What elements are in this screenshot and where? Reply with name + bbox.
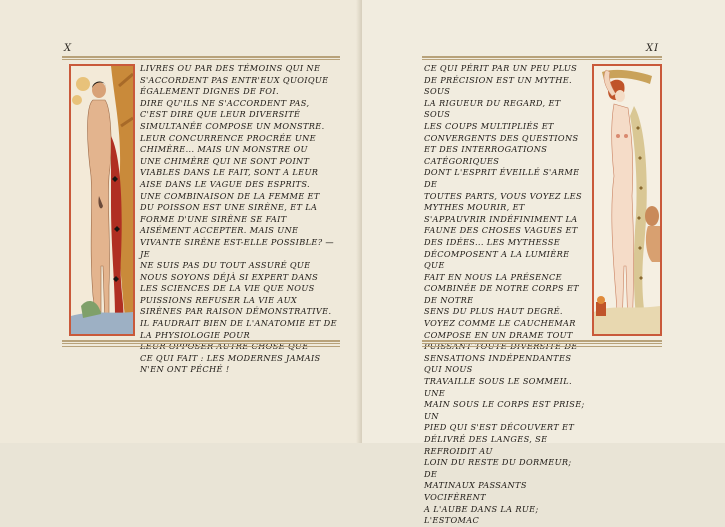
illustration-plate [592, 64, 662, 336]
right-page [362, 0, 725, 526]
bottom-rule [422, 340, 662, 344]
left-paragraph: LIVRES OU PAR DES TÉMOINS QUI NE S'ACCORDENT PAS ENTR'EUX QUOIQUE ÉGALEMENT DIGNES DE FOI. DIRE QU'ILS NE S'ACCORDENT PAS, C'EST DIRE QUE LEUR DIVERSITÉ SIMULTANÉE COMPOSE UN MONSTRE. LEUR CONCURRENCE PROCRÉE UNE CHIMÈRE... MAIS UN MONSTRE OU UNE CHIMÈRE QUI NE SONT POINT VIABLES DANS LE FAIT, SONT A LEUR AISE DANS LE VAGUE DES ESPRITS. UNE COMBINAISON DE LA FEMME ET DU POISSON EST UNE SIRÈNE, ET LA FORME D'UNE SIRÈNE SE FAIT AISÉMENT ACCEPTER. MAIS UNE VIVANTE SIRÈNE EST-ELLE POSSIBLE? — JE NE SUIS PAS DU TOUT ASSURÉ QUE NOUS SOYONS DÉJÀ SI EXPERT DANS LES SCIENCES DE LA VIE QUE NOUS PUISSIONS REFUSER LA VIE AUX SIRÈNES PAR RAISON DÉMONSTRATIVE. IL FAUDRAIT BIEN DE L'ANATOMIE ET DE LA PHYSIOLOGIE POUR LEUR OPPOSER AUTRE CHOSE QUE CE QUI FAIT : LES MODERNES JAMAIS N'EN ONT PÉCHÉ ! [140, 63, 337, 375]
bottom-rule [62, 340, 340, 344]
female-figure-illustration [594, 66, 660, 334]
page-number: X [64, 43, 73, 54]
right-body-text [424, 63, 586, 527]
right-paragraph: CE QUI PÉRIT PAR UN PEU PLUS DE PRÉCISION EST UN MYTHE. SOUS LA RIGUEUR DU REGARD, ET SOUS LES COUPS MULTIPLIÉS ET CONVERGENTS DES QUESTIONS ET DES INTERROGATIONS CATÉGORIQUES DONT L'ESPRIT ÉVEILLÉ S'ARME DE TOUTES PARTS, VOUS VOYEZ LES MYTHES MOURIR, ET S'APPAUVRIR INDÉFINIMENT LA FAUNE DES CHOSES VAGUES ET DES IDÉES... LES MYTHESSE DÉCOMPOSENT A LA LUMIÈRE QUE FAIT EN NOUS LA PRÉSENCE COMBINÉE DE NOTRE CORPS ET DE NOTRE SENS DU PLUS HAUT DEGRÉ. VOYEZ COMME LE CAUCHEMAR COMPOSE EN UN DRAME TOUT PUISSANT TOUTE DIVERSITÉ DE SENSATIONS INDÉPENDANTES QUI NOUS TRAVAILLE SOUS LE SOMMEIL. UNE MAIN SOUS LE CORPS EST PRISE; UN PIED QUI S'EST DÉCOUVERT ET DÉLIVRÉ DES LANGES, SE REFROIDIT AU LOIN DU RESTE DU DORMEUR; DE MATINAUX PASSANTS VOCIFÈRENT A L'AUBE DANS LA RUE; L'ESTOMAC [424, 63, 585, 526]
left-body-text [140, 63, 340, 376]
illustration-plate [69, 64, 135, 336]
top-rule [422, 56, 662, 60]
bottom-rule-secondary [422, 346, 662, 347]
page-number: XI [646, 43, 660, 54]
top-rule [62, 56, 340, 60]
male-figure-illustration [71, 66, 133, 334]
bottom-rule-secondary [62, 346, 340, 347]
left-page [0, 0, 362, 443]
